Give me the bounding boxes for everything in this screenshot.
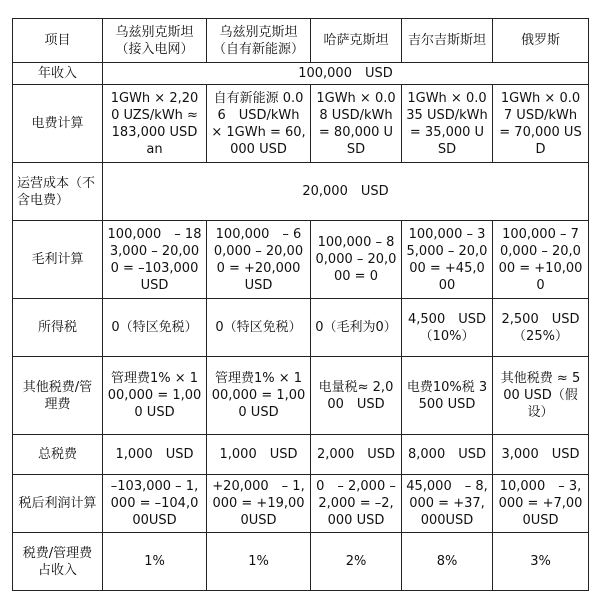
table-cell: 1GWh × 0.07 USD/kWh = 70,000 USD [493,85,589,163]
row-label: 总税费 [13,435,103,475]
table-cell: 10,000 – 3,000 = +7,000USD [493,475,589,533]
row-income-tax [13,299,589,357]
table-cell: 100,000 – 35,000 – 20,000 = +45,000 [402,221,493,299]
tax-comparison-document [12,18,589,591]
table-cell: +20,000 – 1,000 = +19,000USD [207,475,311,533]
table-cell: 其他税费 ≈ 500 USD（假设） [493,357,589,435]
table-cell: 2% [311,533,402,591]
table-cell: 1GWh × 0.08 USD/kWh = 80,000 USD [311,85,402,163]
row-label: 所得税 [13,299,103,357]
table-cell: 4,500 USD（10%） [402,299,493,357]
table-cell: 1,000 USD [207,435,311,475]
income-value: 100,000 USD [103,63,589,85]
table-cell: 0（毛利为0） [311,299,402,357]
row-label: 电费计算 [13,85,103,163]
table-cell: 管理费1% × 100,000 = 1,000 USD [207,357,311,435]
row-label: 年收入 [13,63,103,85]
table-cell: 1GWh × 0.035 USD/kWh = 35,000 USD [402,85,493,163]
header-kyrgyzstan: 吉尔吉斯斯坦 [402,19,493,63]
row-label: 毛利计算 [13,221,103,299]
table-cell: 3,000 USD [493,435,589,475]
table-cell: 自有新能源 0.06 USD/kWh × 1GWh = 60,000 USD [207,85,311,163]
table-cell: 2,000 USD [311,435,402,475]
table-cell: 100,000 – 60,000 – 20,000 = +20,000 USD [207,221,311,299]
table-cell: 8,000 USD [402,435,493,475]
row-electricity [13,85,589,163]
table-cell: 45,000 – 8,000 = +37,000USD [402,475,493,533]
row-opex [13,163,589,221]
table-cell: 100,000 – 80,000 – 20,000 = 0 [311,221,402,299]
table-cell: 管理费1% × 100,000 = 1,000 USD [103,357,207,435]
row-net-profit [13,475,589,533]
table-cell: 2,500 USD（25%） [493,299,589,357]
table-cell: 电费10%税 3500 USD [402,357,493,435]
row-income [13,63,589,85]
row-gross-profit [13,221,589,299]
table-cell: 1% [207,533,311,591]
table-cell: 电量税≈ 2,000 USD [311,357,402,435]
table-cell: –103,000 – 1,000 = –104,000USD [103,475,207,533]
table-cell: 3% [493,533,589,591]
header-kazakhstan: 哈萨克斯坦 [311,19,402,63]
table-cell: 0（特区免税） [103,299,207,357]
row-tax-ratio [13,533,589,591]
row-other-tax [13,357,589,435]
row-label: 运营成本（不含电费） [13,163,103,221]
opex-value: 20,000 USD [103,163,589,221]
table-cell: 100,000 – 70,000 – 20,000 = +10,000 [493,221,589,299]
row-total-tax [13,435,589,475]
header-uzbekistan-renewable: 乌兹别克斯坦（自有新能源） [207,19,311,63]
table-cell: 1,000 USD [103,435,207,475]
table-cell: 0（特区免税） [207,299,311,357]
header-row [13,19,589,63]
table-cell: 1% [103,533,207,591]
table-cell: 0 – 2,000 – 2,000 = –2,000 USD [311,475,402,533]
row-label: 税后利润计算 [13,475,103,533]
tax-comparison-table [12,18,589,591]
table-cell: 100,000 – 183,000 – 20,000 = –103,000 USD [103,221,207,299]
row-label: 其他税费/管理费 [13,357,103,435]
header-russia: 俄罗斯 [493,19,589,63]
header-uzbekistan-grid: 乌兹别克斯坦（接入电网） [103,19,207,63]
table-cell: 1GWh × 2,200 UZS/kWh ≈ 183,000 USD an [103,85,207,163]
table-cell: 8% [402,533,493,591]
header-item: 项目 [13,19,103,63]
row-label: 税费/管理费占收入 [13,533,103,591]
